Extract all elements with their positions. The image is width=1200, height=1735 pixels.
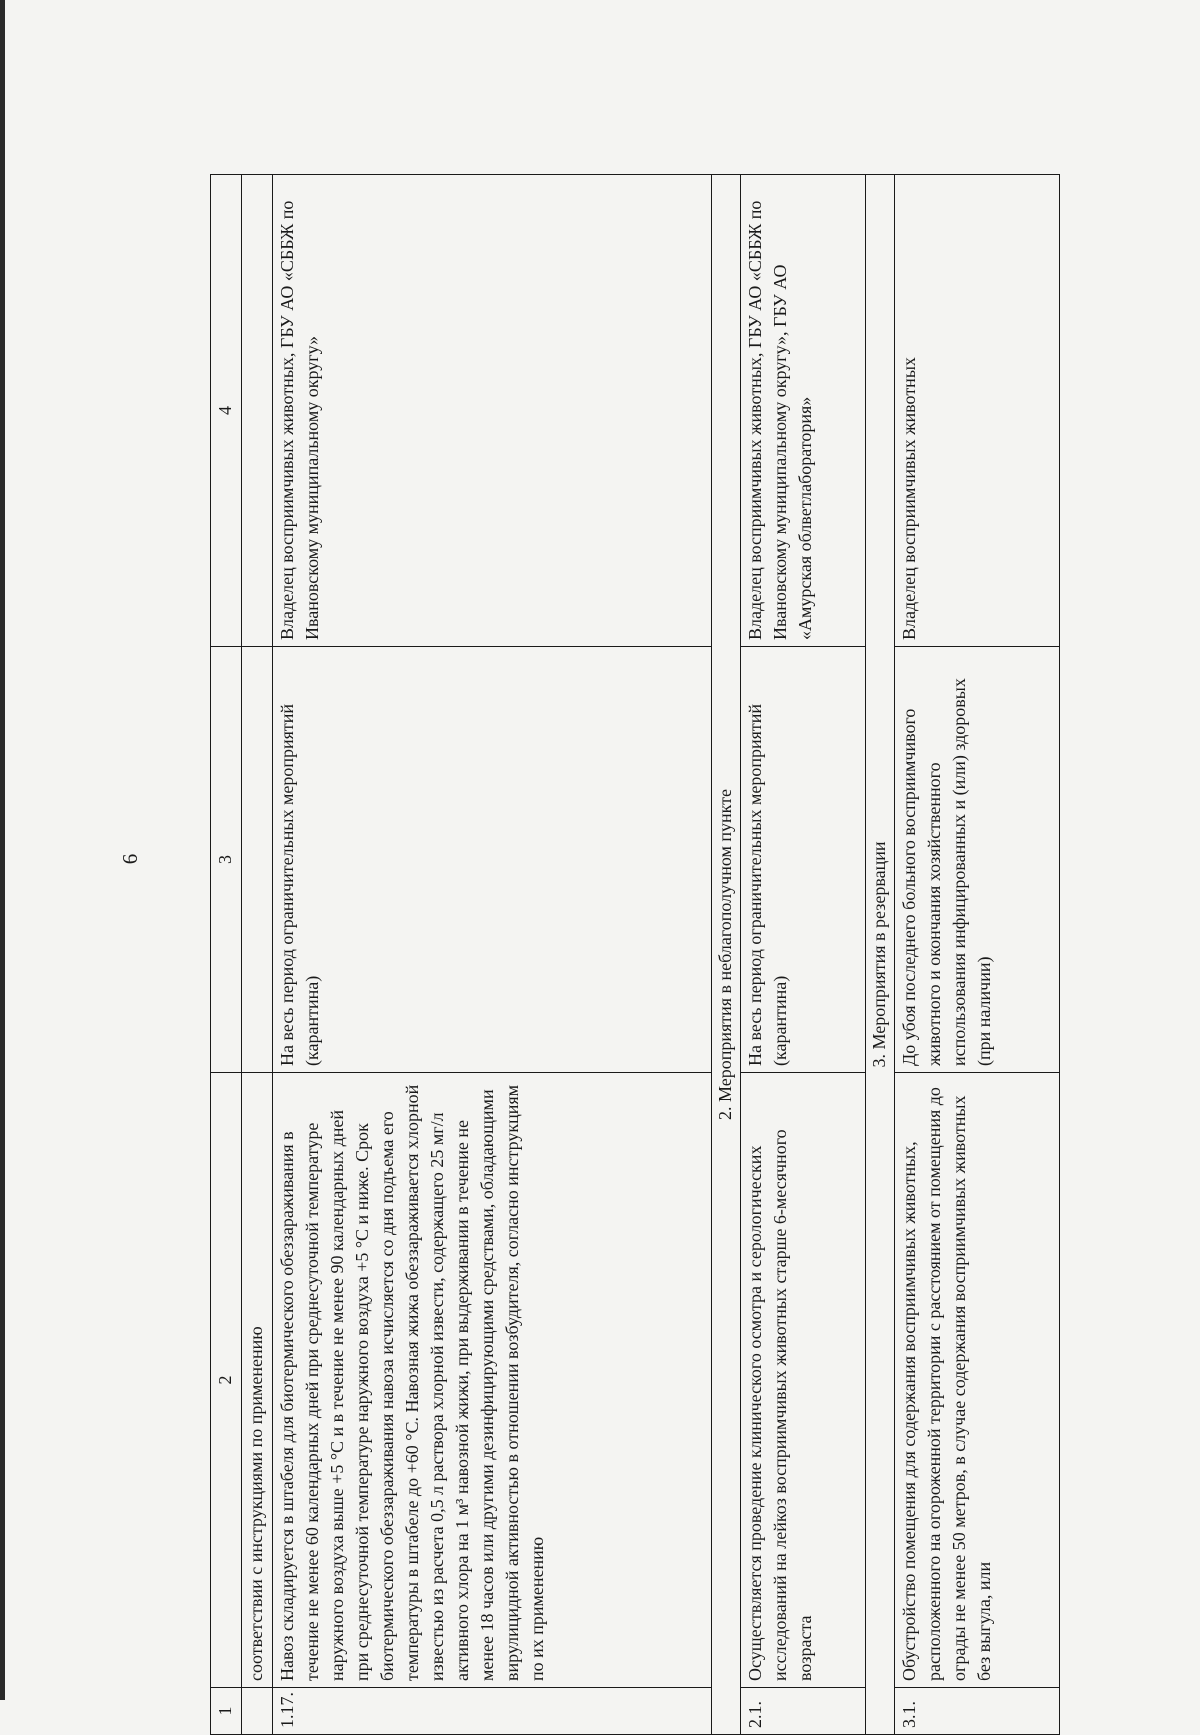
table-row (895, 175, 1060, 1735)
table-row (273, 175, 712, 1735)
row-description: Навоз складируется в штабеля для биотермического обеззараживания в течение не менее 60 календарных дней при среднесуточной температуре наружного воздуха выше +5 °С и в течение не менее 90 календарных дней при среднесуточной температуре наружного воздуха +5 °С и ниже. Срок биотермического обеззараживания навоза исчисляется со дня подъема его температуры в штабеле до +60 °С. Навозная жижа обеззараживается хлорной известью из расчета 0,5 л раствора хлорной извести, содержащего 25 мг/л активного хлора на 1 м³ навозной жижи, при выдерживании в течение не менее 18 часов или другими дезинфицирующими средствами, обладающими вирулицидной активностью в отношении возбудителя, согласно инструкциям по их применению (273, 1073, 712, 1688)
row-description: Обустройство помещения для содержания восприимчивых животных, расположенного на огороженной территории с расстоянием от помещения до ограды не менее 50 метров, в случае содержания восприимчивых животных без выгула, или (895, 1073, 1060, 1688)
row-description: Осуществляется проведение клинического осмотра и серологических исследований на лейкоз восприимчивых животных старше 6-месячного возраста (740, 1073, 865, 1688)
section-3-title: 3. Мероприятия в резервации (866, 175, 895, 1735)
row-number: 1.17. (273, 1688, 712, 1735)
row-term: До убоя последнего больного восприимчивого животного и окончания хозяйственного использования инфицированных и (или) здоровых (при наличии) (895, 647, 1060, 1073)
scan-edge-bar (0, 0, 5, 1700)
page-number: 6 (118, 853, 142, 865)
column-number-1: 1 (211, 1688, 242, 1735)
row-responsible: Владелец восприимчивых животных, ГБУ АО «СББЖ по Ивановскому муниципальному округу», ГБУ АО «Амурская облветлаборатория» (740, 175, 865, 647)
column-number-2: 2 (211, 1073, 242, 1688)
row-number: 3.1. (895, 1688, 1060, 1735)
row-term: На весь период ограничительных мероприятий (карантина) (740, 647, 865, 1073)
column-number-row (211, 175, 242, 1735)
row-responsible: Владелец восприимчивых животных, ГБУ АО «СББЖ по Ивановскому муниципальному округу» (273, 175, 712, 647)
rotated-table-container (210, 175, 1060, 1735)
row-term: На весь период ограничительных мероприятий (карантина) (273, 647, 712, 1073)
measures-table (210, 174, 1060, 1735)
section-header-row (866, 175, 895, 1735)
table-row (740, 175, 865, 1735)
continuation-text: соответствии с инструкциями по применению (242, 1073, 273, 1688)
section-2-title: 2. Мероприятия в неблагополучном пункте (711, 175, 740, 1735)
column-number-3: 3 (211, 647, 242, 1073)
row-responsible: Владелец восприимчивых животных (895, 175, 1060, 647)
row-number: 2.1. (740, 1688, 865, 1735)
continuation-row (242, 175, 273, 1735)
section-header-row (711, 175, 740, 1735)
column-number-4: 4 (211, 175, 242, 647)
